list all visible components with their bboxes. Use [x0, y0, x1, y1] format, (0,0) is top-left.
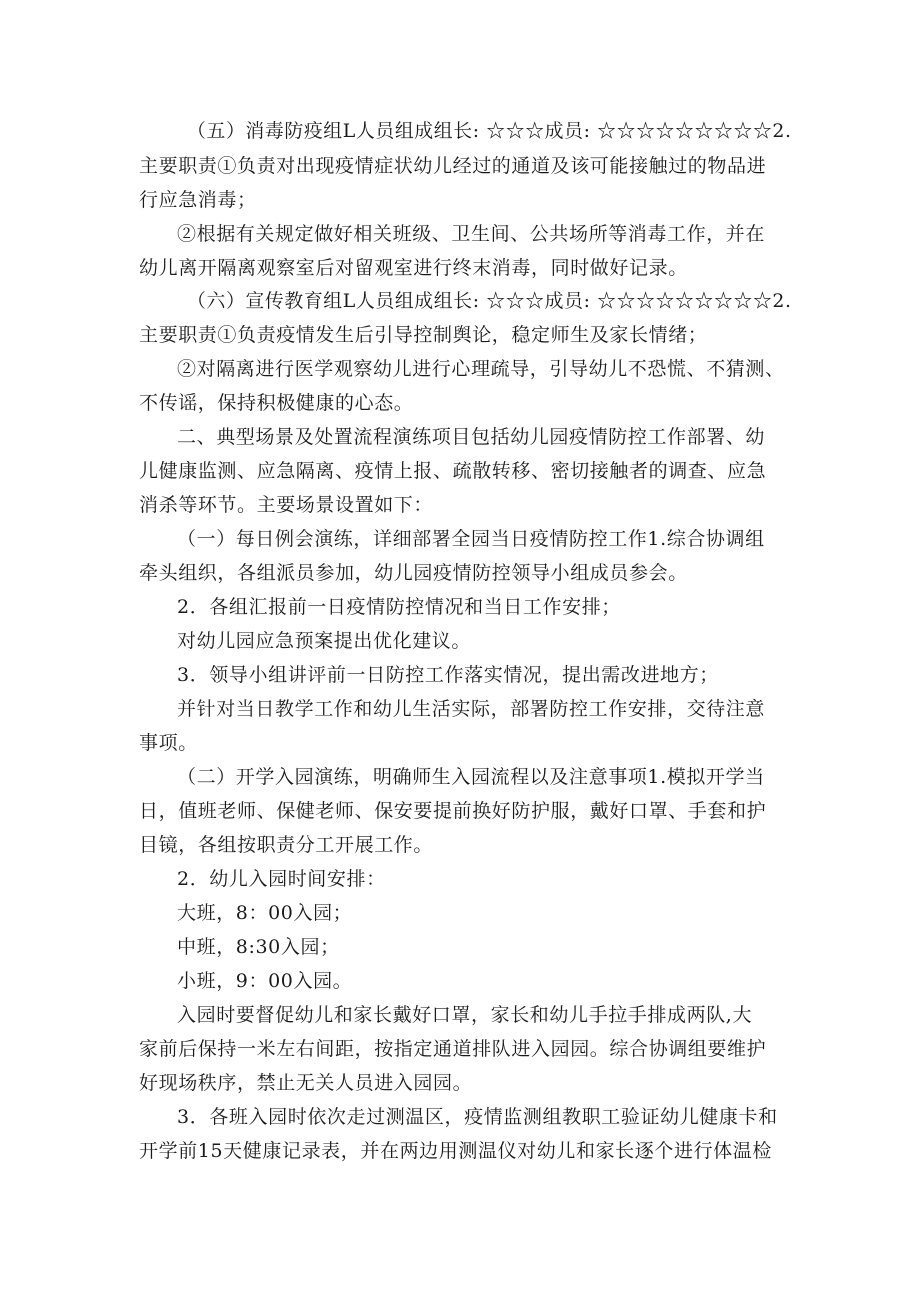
text-line: 二、典型场景及处置流程演练项目包括幼儿园疫情防控工作部署、幼	[177, 426, 766, 448]
text-line: 好现场秩序，禁止无关人员进入园园。	[139, 1072, 473, 1094]
text-line: 开学前15天健康记录表，并在两边用测温仪对幼儿和家长逐个进行体温检	[139, 1140, 772, 1162]
text-line: 目镜，各组按职责分工开展工作。	[139, 834, 434, 856]
text-line: 儿健康监测、应急隔离、疫情上报、疏散转移、密切接触者的调查、应急	[139, 460, 767, 482]
text-line: 3．领导小组讲评前一日防控工作落实情况，提出需改进地方；	[177, 664, 719, 686]
text-line: 幼儿离开隔离观察室后对留观室进行终末消毒，同时做好记录。	[139, 257, 688, 279]
text-line: 主要职责①负责对出现疫情症状幼儿经过的通道及该可能接触过的物品进	[139, 155, 767, 177]
text-line: 消杀等环节。主要场景设置如下：	[139, 494, 434, 516]
text-line: 日，值班老师、保健老师、保安要提前换好防护服，戴好口罩、手套和护	[139, 800, 767, 822]
text-line: 3．各班入园时依次走过测温区，疫情监测组教职工验证幼儿健康卡和	[177, 1106, 778, 1128]
text-line: 行应急消毒；	[139, 189, 257, 211]
text-line: 小班，9：00入园。	[177, 970, 353, 992]
text-line: （五）消毒防疫组L人员组成组长: ☆☆☆成员: ☆☆☆☆☆☆☆☆☆2.	[187, 120, 792, 142]
text-line: 入园时要督促幼儿和家长戴好口罩，家长和幼儿手拉手排成两队,大	[177, 1004, 753, 1026]
text-line: 并针对当日教学工作和幼儿生活实际，部署防控工作安排，交待注意	[177, 698, 766, 720]
text-line: 事项。	[139, 732, 198, 754]
text-line: 不传谣，保持积极健康的心态。	[139, 392, 414, 414]
text-line: （六）宣传教育组L人员组成组长: ☆☆☆成员: ☆☆☆☆☆☆☆☆☆2.	[187, 290, 792, 312]
text-line: 主要职责①负责疫情发生后引导控制舆论，稳定师生及家长情绪；	[139, 324, 708, 346]
text-line: 2．各组汇报前一日疫情防控情况和当日工作安排；	[177, 596, 621, 618]
text-line: 牵头组织，各组派员参加，幼儿园疫情防控领导小组成员参会。	[139, 562, 688, 584]
text-line: 中班，8:30入园；	[177, 936, 340, 958]
text-line: （一）每日例会演练，详细部署全园当日疫情防控工作1.综合协调组	[177, 528, 765, 550]
text-line: ②对隔离进行医学观察幼儿进行心理疏导，引导幼儿不恐慌、不猜测、	[177, 358, 785, 380]
text-line: 2．幼儿入园时间安排：	[177, 868, 386, 890]
text-line: ②根据有关规定做好相关班级、卫生间、公共场所等消毒工作，并在	[177, 223, 766, 245]
text-line: 大班，8：00入园；	[177, 902, 353, 924]
text-line: （二）开学入园演练，明确师生入园流程以及注意事项1.模拟开学当	[177, 766, 765, 788]
text-line: 家前后保持一米左右间距，按指定通道排队进入园园。综合协调组要维护	[139, 1038, 767, 1060]
text-line: 对幼儿园应急预案提出优化建议。	[177, 630, 472, 652]
